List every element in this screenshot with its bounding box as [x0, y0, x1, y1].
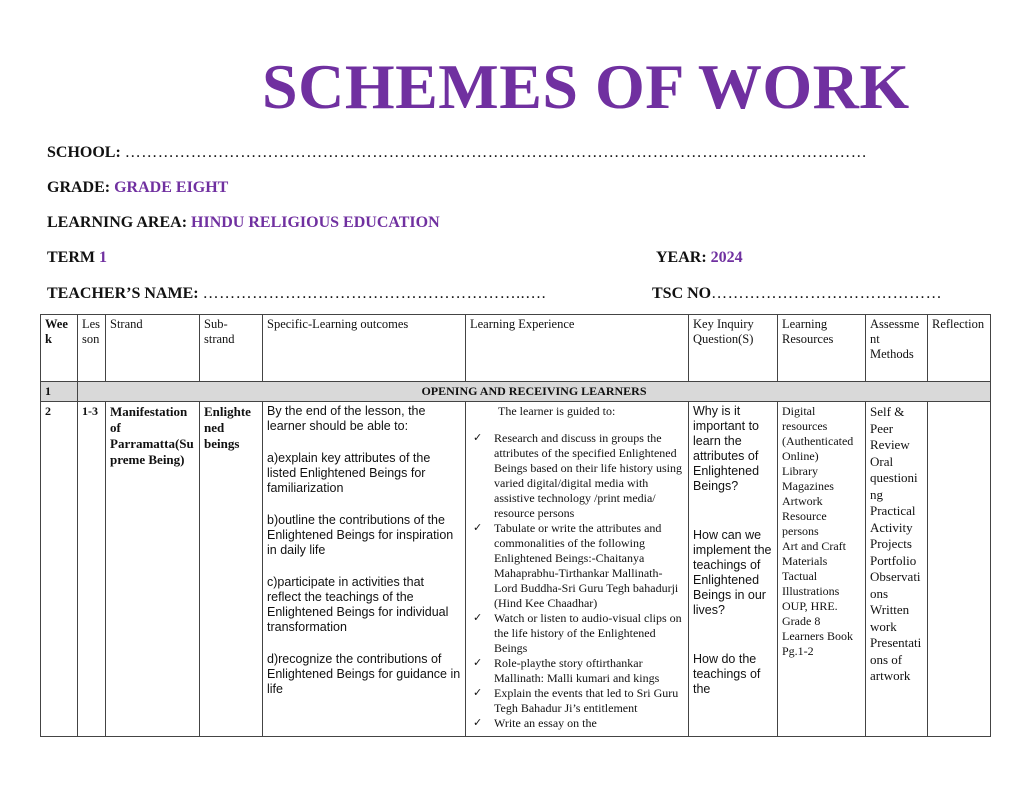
assessment-line: questioni	[870, 470, 918, 485]
check-icon: ✓	[473, 687, 483, 699]
header-week: Week	[41, 315, 78, 382]
assessment-line: Presentati	[870, 635, 922, 650]
school-value: ………………………………………………………………………………………………………………………	[124, 144, 868, 161]
tsc-line	[652, 285, 942, 303]
experience-item	[470, 521, 684, 611]
experience-text: Watch or listen to audio-visual clips on the life history of the Enlightened Beings	[494, 611, 682, 655]
table-row-week-2	[41, 402, 991, 737]
year-line	[656, 249, 743, 267]
schemes-table	[40, 314, 991, 737]
experience-item	[470, 611, 684, 656]
resource-line: persons	[782, 524, 819, 538]
experience-text: Role-playthe story oftirthankar Mallinath: Malli kumari and kings	[494, 656, 660, 685]
table-row-week-1	[41, 382, 991, 402]
experience-cell	[466, 402, 689, 737]
assessment-line: Self &	[870, 404, 905, 419]
assessment-line: ons	[870, 585, 889, 601]
experience-item	[470, 431, 684, 521]
term-value: 1	[99, 249, 107, 266]
check-icon: ✓	[473, 717, 483, 729]
page-title: SCHEMES OF WORK	[262, 51, 910, 122]
assessment-line: Oral	[870, 453, 894, 469]
school-line	[47, 144, 867, 162]
assessment-line: Observati	[870, 569, 921, 584]
inquiry-cell	[689, 402, 778, 737]
assessment-line: ng	[870, 486, 883, 502]
tsc-value: ……………………………………	[711, 285, 943, 302]
header-resources: Learning Resources	[778, 315, 866, 382]
header-experience: Learning Experience	[466, 315, 689, 382]
teacher-name-line	[47, 285, 546, 303]
learning-area-line	[47, 214, 440, 232]
slo-d: d)recognize the contributions of Enlightened Beings for guidance in life	[267, 652, 461, 696]
experience-item	[470, 716, 684, 731]
teacher-name-label: TEACHER’S NAME:	[47, 285, 199, 302]
resources-cell	[778, 402, 866, 737]
experience-item	[470, 686, 684, 716]
check-icon: ✓	[473, 432, 483, 444]
strand-cell: Manifestation of Parramatta(Supreme Being)	[106, 402, 200, 737]
header-slo: Specific-Learning outcomes	[263, 315, 466, 382]
experience-item	[470, 656, 684, 686]
tsc-label: TSC NO	[652, 285, 712, 302]
header-lesson: Lesson	[78, 315, 106, 382]
assessment-line: Activity	[870, 519, 913, 535]
resource-line: (Authenticated	[782, 434, 854, 448]
school-label: SCHOOL:	[47, 144, 121, 161]
header-substrand: Sub-strand	[200, 315, 263, 382]
slo-c: c)participate in activities that reflect the teachings of the Enlightened Beings for individual transformation	[267, 575, 449, 634]
year-label: YEAR:	[656, 249, 707, 266]
slo-cell	[263, 402, 466, 737]
check-icon: ✓	[473, 657, 483, 669]
reflection-cell	[928, 402, 991, 737]
assessment-line: work	[870, 618, 897, 634]
check-icon: ✓	[473, 522, 483, 534]
resource-line: Art and Craft	[782, 539, 846, 553]
grade-line	[47, 179, 228, 197]
inquiry-q2: How can we implement the teachings of Enlightened Beings in our lives?	[693, 528, 772, 617]
slo-a: a)explain key attributes of the listed Enlightened Beings for familiarization	[267, 451, 431, 495]
header-reflection: Reflection	[928, 315, 991, 382]
resource-line: Digital	[782, 404, 816, 418]
table-header-row	[41, 315, 991, 382]
header-inquiry: Key Inquiry Question(S)	[689, 315, 778, 382]
slo-b: b)outline the contributions of the Enlightened Beings for inspiration in daily life	[267, 513, 454, 557]
assessment-line: Written	[870, 602, 910, 617]
resource-line: Online)	[782, 449, 819, 463]
teacher-name-value: …………………………………………………..….	[202, 285, 547, 302]
resource-line: resources	[782, 419, 828, 433]
grade-value: GRADE EIGHT	[114, 179, 229, 196]
experience-intro: The learner is guided to:	[498, 404, 616, 418]
inquiry-q1: Why is it important to learn the attributes of Enlightened Beings?	[693, 404, 760, 493]
experience-text: Explain the events that led to Sri Guru Tegh Bahadur Ji’s entitlement	[494, 686, 679, 715]
resource-line: Artwork	[782, 494, 823, 508]
substrand-cell: Enlightened beings	[200, 402, 263, 737]
resource-line: Materials	[782, 554, 828, 568]
header-assessment: Assessment Methods	[866, 315, 928, 382]
experience-text: Tabulate or write the attributes and commonalities of the following Enlightened Beings:-Chaitanya Mahaprabhu-Tirthankar Mallinath-Lord Buddha-Sri Guru Tegh bahadurji (Hind Kee Chaadhar)	[494, 521, 679, 610]
assessment-line: artwork	[870, 668, 911, 683]
assessment-line: Portfolio	[870, 552, 917, 568]
grade-label: GRADE:	[47, 179, 111, 196]
resource-line: Learners Book	[782, 629, 853, 643]
assessment-line: Practical	[870, 503, 916, 518]
resource-line: Tactual	[782, 569, 818, 583]
assessment-line: Projects	[870, 536, 912, 551]
learning-area-label: LEARNING AREA:	[47, 214, 188, 231]
learning-area-value: HINDU RELIGIOUS EDUCATION	[191, 214, 440, 231]
term-label: TERM	[47, 249, 95, 266]
resource-line: Grade 8	[782, 614, 821, 628]
experience-list	[470, 431, 684, 731]
term-line	[47, 249, 107, 267]
assessment-line: ons of	[870, 651, 903, 667]
slo-intro: By the end of the lesson, the learner should be able to:	[267, 404, 426, 433]
header-strand: Strand	[106, 315, 200, 382]
inquiry-q3: How do the teachings of the	[693, 652, 761, 696]
resource-line: Library	[782, 464, 818, 478]
experience-text: Research and discuss in groups the attributes of the specified Enlightened Beings based on their life history using varied digital/digital media with assistive technology /print media/ resource persons	[494, 431, 682, 520]
lesson-cell: 1-3	[78, 402, 106, 737]
assessment-cell	[866, 402, 928, 737]
week-1-cell: 1	[41, 382, 78, 402]
resource-line: Magazines	[782, 479, 834, 493]
week-2-cell: 2	[41, 402, 78, 737]
assessment-line: Review	[870, 437, 910, 452]
resource-line: OUP, HRE.	[782, 599, 838, 613]
assessment-line: Peer	[870, 420, 894, 436]
opening-label: OPENING AND RECEIVING LEARNERS	[78, 382, 991, 402]
experience-text: Write an essay on the	[494, 716, 597, 730]
resource-line: Illustrations	[782, 584, 840, 598]
resource-line: Resource	[782, 509, 827, 523]
check-icon: ✓	[473, 612, 483, 624]
resource-line: Pg.1-2	[782, 644, 814, 658]
year-value: 2024	[710, 249, 743, 266]
